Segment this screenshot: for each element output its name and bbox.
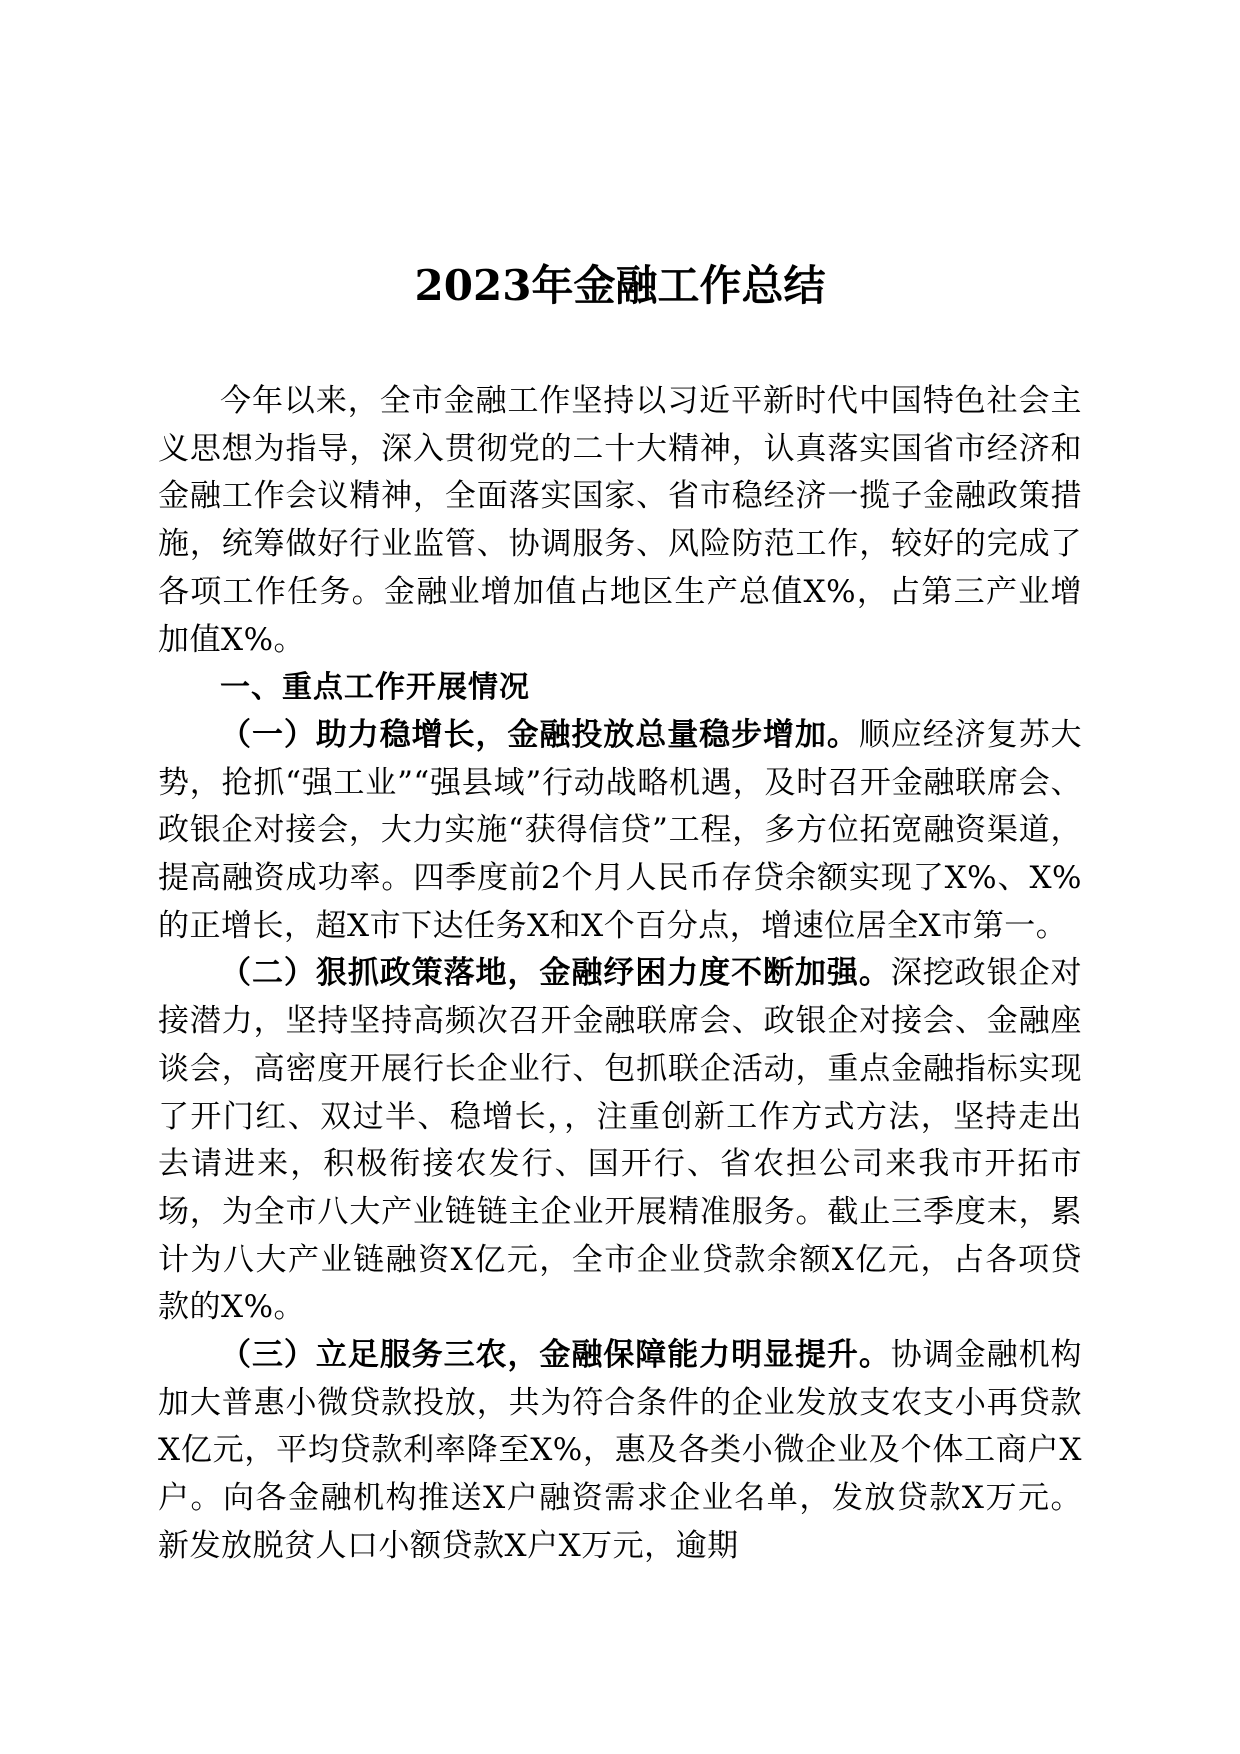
document-body (158, 378, 1082, 1571)
item-text-1: 顺应经济复苏大势，抢抓“强工业”“强县域”行动战略机遇，及时召开金融联席会、政银企对接会，大力实施“获得信贷”工程，多方位拓宽融资渠道，提高融资成功率。四季度前2个月人民币存贷余额实现了X%、X%的正增长，超X市下达任务X和X个百分点，增速位居全X市第一。 (158, 716, 1083, 944)
item-paragraph-1 (158, 712, 1082, 951)
intro-paragraph: 今年以来，全市金融工作坚持以习近平新时代中国特色社会主义思想为指导，深入贯彻党的二十大精神，认真落实国省市经济和金融工作会议精神，全面落实国家、省市稳经济一揽子金融政策措施，统筹做好行业监管、协调服务、风险防范工作，较好的完成了各项工作任务。金融业增加值占地区生产总值X%，占第三产业增加值X%。 (158, 383, 1082, 658)
document-title: 2023年金融工作总结 (414, 261, 826, 310)
item-lead-2: （二）狠抓政策落地，金融纾困力度不断加强。 (220, 955, 891, 992)
item-lead-3: （三）立足服务三农，金融保障能力明显提升。 (220, 1337, 891, 1374)
item-text-3: 协调金融机构加大普惠小微贷款投放，共为符合条件的企业发放支农支小再贷款X亿元，平均贷款利率降至X%，惠及各类小微企业及个体工商户X户。向各金融机构推送X户融资需求企业名单，发放贷款X万元。新发放脱贫人口小额贷款X户X万元，逾期 (158, 1337, 1083, 1564)
item-paragraph-2 (158, 950, 1082, 1332)
item-paragraph-3 (158, 1332, 1082, 1571)
item-lead-1: （一）助力稳增长，金融投放总量稳步增加。 (220, 716, 859, 753)
item-text-2: 深挖政银企对接潜力，坚持坚持高频次召开金融联席会、政银企对接会、金融座谈会，高密度开展行长企业行、包抓联企活动，重点金融指标实现了开门红、双过半、稳增长，，注重创新工作方式方法，坚持走出去请进来，积极衔接农发行、国开行、省农担公司来我市开拓市场，为全市八大产业链链主企业开展精准服务。截止三季度末，累计为八大产业链融资X亿元，全市企业贷款余额X亿元，占各项贷款的X%。 (158, 955, 1083, 1326)
section-heading-key-work: 一、重点工作开展情况 (220, 670, 530, 706)
